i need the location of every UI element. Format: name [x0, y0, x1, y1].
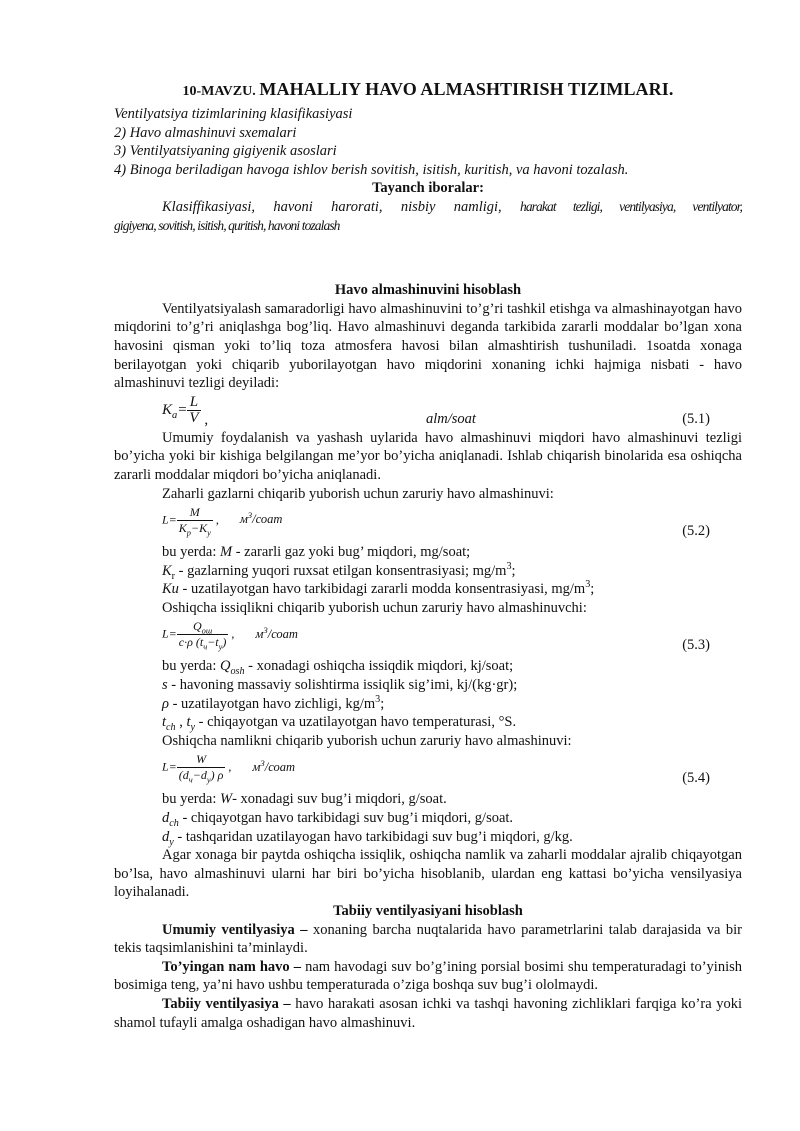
- topic-title-text: MAHALLIY HAVO ALMASHTIRISH TIZIMLARI: [259, 79, 669, 99]
- formula-5-1-expr: $K_a=$ $\frac{L}{V}$ ,: [162, 393, 209, 428]
- equation-number: (5.4): [682, 770, 710, 787]
- where-qosh: bu yerda: $Q_{osh}$ - xonadagi oshiqcha issiqdik miqdori, kj/soat;: [162, 658, 514, 678]
- formula-5-2: [114, 503, 742, 543]
- paragraph-6: Agar xonaga bir paytda oshiqcha issiqlik, oshiqcha namlik va zaharli moddalar ajralib chiqayotgan bo’lsa, havo almashinuvi ularni har biri bo’yicha hisoblanib, ulardan eng kattasi bo’yicha vensilyasiya loyihalanadi.: [114, 847, 742, 901]
- where-t: $t_{ch}$ , $t_y$ - chiqayotgan va uzatilayotgan havo temperaturasi, °S.: [162, 714, 517, 734]
- equation-number: (5.3): [682, 637, 710, 654]
- where-dy: $d_y$ - tashqaridan uzatilayogan havo tarkibidagi suv bug’i miqdori, g/kg.: [162, 828, 573, 848]
- formula-5-4-expr: L= $\frac{W}{(d_ч-d_y) \rho}$ , $м^3$/соат: [162, 752, 295, 785]
- where-rho: ρ - uzatilayotgan havo zichligi, $kg/m^3$;: [162, 693, 385, 712]
- equation-number: (5.1): [682, 410, 710, 427]
- plan-item-2: 2) Havo almashinuvi sxemalari: [114, 124, 297, 141]
- where-s: s - havoning massaviy solishtirma issiqlik sig’imi, kj/(kg·gr);: [162, 677, 518, 694]
- spacer: [114, 235, 742, 281]
- plan-item-3: 3) Ventilyatsiyaning gigiyenik asoslari: [114, 143, 337, 160]
- paragraph-4: Oshiqcha issiqlikni chiqarib yuborish uchun zaruriy havo almashinuvchi:: [162, 599, 587, 616]
- document-page: [114, 78, 742, 1032]
- topic-title: [114, 78, 742, 103]
- paragraph-3: Zaharli gazlarni chiqarib yuborish uchun zaruriy havo almashinuvi:: [162, 485, 554, 502]
- where-ku: Ku - uzatilayotgan havo tarkibidagi zararli modda konsentrasiyasi, $mg/m^3$;: [162, 579, 595, 598]
- section-heading-1: Havo almashinuvini hisoblash: [334, 282, 522, 299]
- plan-item-1: Ventilyatsiya tizimlarining klasifikasiyasi: [114, 106, 353, 122]
- where-m: bu yerda: M - zararli gaz yoki bug’ miqdori, mg/soat;: [162, 544, 471, 561]
- equation-number: (5.2): [682, 523, 710, 540]
- paragraph-2: Umumiy foydalanish va yashash uylarida havo almashinuvi miqdori havo almashinuvi tezligi bo’yicha yoki bir kishiga belgilangan me’yor bo’yicha aniqlanadi. Ishlab chiqarish binolarida esa oshiqcha zararli moddalar miqdori bo’yicha aniqlanadi.: [114, 429, 742, 483]
- formula-5-2-expr: L= $\frac{M}{K_p-K_y}$ , $м^3$/соат: [162, 505, 283, 538]
- paragraph-1: Ventilyatsiyalash samaradorligi havo almashinuvini to’g’ri tashkil etishga va almashinayotgan havo miqdorini to’g’ri aniqlashga bog’liq. Havo almashinuvi deganda tarkibida zararli moddalar bo’lgan xona havosini qisman yoki to’liq toza atmosfera havosi bilan almashtirish tushuniladi. 1soatda xonaga berilayotgan yoki chiqarib yuborilayotgan havo miqdorini xonaning ichki hajmiga nisbati - havo almashinuvi tezligi deyiladi:: [114, 300, 742, 392]
- formula-5-1: [114, 393, 742, 429]
- keywords-part-b: harakat tezligi, ventilyasiya, ventilyator,: [519, 198, 742, 214]
- definition-1: Umumiy ventilyasiya – xonaning barcha nuqtalarida havo parametrlarini talab darajasida va bir tekis taqsimlanishini ta’minlaydi.: [114, 921, 742, 957]
- formula-5-3-expr: L= $\frac{Q_{ош}}{c\cdot\rho (t_ч-t_y)}$ , $м^3$/соат: [162, 619, 298, 652]
- topic-title-dot: .: [668, 79, 674, 99]
- where-w: bu yerda: W- xonadagi suv bug’i miqdori, g/soat.: [162, 791, 447, 808]
- keywords-line-1: [114, 198, 742, 217]
- unit-alm-soat: alm/soat: [426, 410, 476, 427]
- definition-3: Tabiiy ventilyasiya – havo harakati asosan ichki va tashqi havoning zichliklari farqiga ko’ra yoki shamol tufayli amalga oshadigan havo almashinuvi.: [114, 995, 742, 1031]
- definition-2: To’yingan nam havo – nam havodagi suv bo’g’ining porsial bosimi shu temperaturadagi to’yinish bosimiga teng, ya’ni havo ushbu temperaturada o’ziga boshqa suv bug’i ololmaydi.: [114, 958, 742, 994]
- formula-5-3: [114, 617, 742, 657]
- topic-prefix: 10-MAVZU.: [182, 84, 256, 99]
- where-kr: $K_r$ - gazlarning yuqori ruxsat etilgan konsentrasiyasi; $mg/m^3$;: [162, 560, 516, 582]
- where-dch: $d_{ch}$ - chiqayotgan havo tarkibidagi suv bug’i miqdori, g/soat.: [162, 810, 514, 829]
- keywords-part-a: Klasiffikasiyasi, havoni harorati, nisbiy namligi,: [162, 198, 502, 215]
- formula-5-4: [114, 750, 742, 790]
- paragraph-5: Oshiqcha namlikni chiqarib yuborish uchun zaruriy havo almashinuvi:: [162, 732, 572, 749]
- plan-item-4: 4) Binoga beriladigan havoga ishlov berish sovitish, isitish, kuritish, va havoni tozalash.: [114, 161, 629, 178]
- section-heading-2: Tabiiy ventilyasiyani hisoblash: [333, 903, 523, 919]
- keywords-heading: Tayanch iboralar:: [372, 180, 484, 197]
- keywords-line-2: gigiyena, sovitish, isitish, quritish, havoni tozalash: [114, 217, 340, 233]
- fraction: $\frac{L}{V}$: [189, 393, 199, 426]
